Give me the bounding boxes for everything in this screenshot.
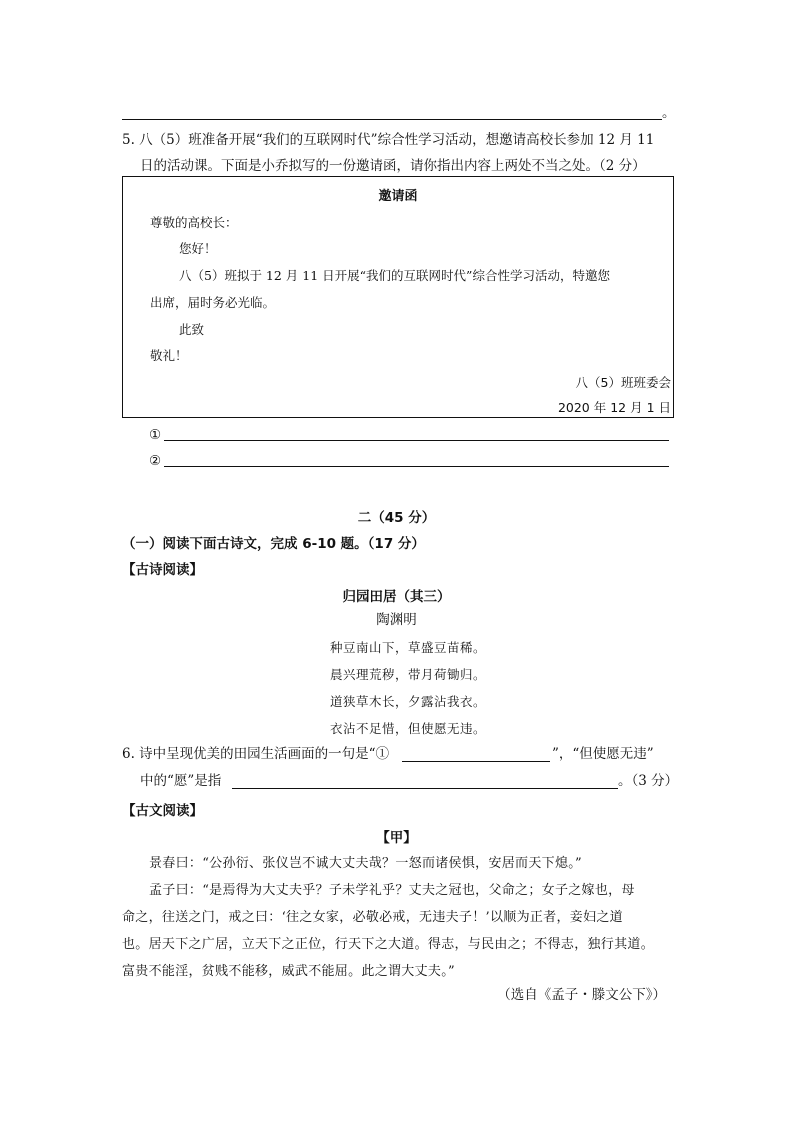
question-6-part4: 。（3 分）: [618, 773, 679, 789]
passage-paragraph-1: 景春曰：“公孙衍、张仪岂不诚大丈夫哉？一怒而诸侯惧，安居而天下熄。”: [149, 856, 582, 871]
poem-line: 衣沾不足惜，但使愿无违。: [330, 721, 487, 736]
letter-signer: 八（5）班班委会: [575, 375, 671, 390]
letter-closing-1: 此致: [179, 322, 205, 337]
question-6-blank-1[interactable]: [402, 745, 550, 762]
letter-body-line2: 出席，届时务必光临。: [150, 295, 276, 310]
answer-label-2: ②: [149, 453, 162, 469]
poem-author: 陶渊明: [376, 612, 417, 628]
letter-greeting: 您好！: [179, 241, 217, 256]
question-6-part1: 6. 诗中呈现优美的田园生活画面的一句是“①: [122, 746, 390, 762]
passage-paragraph-2-line1: 孟子曰：“是焉得为大丈夫乎？子未学礼乎？丈夫之冠也，父命之；女子之嫁也，母: [149, 883, 635, 898]
letter-title: 邀请函: [378, 189, 418, 204]
section-2-subtitle: （一）阅读下面古诗文，完成 6-10 题。（17 分）: [122, 536, 425, 552]
passage-source: （选自《孟子・滕文公下》）: [497, 987, 666, 1003]
section-2-title: 二（45 分）: [357, 510, 436, 526]
passage-jia-label: 【甲】: [376, 830, 417, 846]
letter-closing-2: 敬礼！: [150, 348, 188, 363]
invitation-letter-box: [122, 176, 674, 418]
letter-salutation: 尊敬的高校长：: [150, 215, 238, 230]
answer-line-previous[interactable]: [122, 103, 662, 120]
question-6-blank-2[interactable]: [232, 772, 618, 789]
passage-paragraph-2-line2: 命之，往送之门，戒之曰：‘往之女家，必敬必戒，无违夫子！’以顺为正者，妾妇之道: [122, 910, 623, 925]
poem-line: 种豆南山下，草盛豆苗稀。: [330, 640, 487, 655]
answer-line-1[interactable]: [164, 424, 669, 441]
poem-reading-header: 【古诗阅读】: [122, 562, 203, 578]
letter-date: 2020 年 12 月 1 日: [557, 400, 671, 415]
poem-line: 道狭草木长，夕露沾我衣。: [330, 694, 487, 709]
answer-line-2[interactable]: [164, 450, 669, 467]
question-6-part3: 中的“愿”是指: [140, 773, 222, 789]
poem-title: 归园田居（其三）: [342, 589, 451, 605]
passage-paragraph-2-line4: 富贵不能淫，贫贱不能移，威武不能屈。此之谓大丈夫。”: [122, 964, 455, 979]
question-6-part2: ”，“但使愿无违”: [552, 746, 654, 762]
period-mark: 。: [662, 105, 676, 121]
letter-body-line1: 八（5）班拟于 12 月 11 日开展“我们的互联网时代”综合性学习活动，特邀您: [179, 268, 610, 283]
poem-line: 晨兴理荒秽，带月荷锄归。: [330, 667, 487, 682]
question-5-line1: 5. 八（5）班准备开展“我们的互联网时代”综合性学习活动，想邀请高校长参加 12 月 11: [122, 132, 655, 148]
passage-paragraph-2-line3: 也。居天下之广居，立天下之正位，行天下之大道。得志，与民由之；不得志，独行其道。: [122, 937, 655, 952]
question-5-line2: 日的活动课。下面是小乔拟写的一份邀请函，请你指出内容上两处不当之处。（2 分）: [140, 158, 646, 174]
answer-label-1: ①: [149, 427, 162, 443]
ancient-reading-header: 【古文阅读】: [122, 803, 203, 819]
